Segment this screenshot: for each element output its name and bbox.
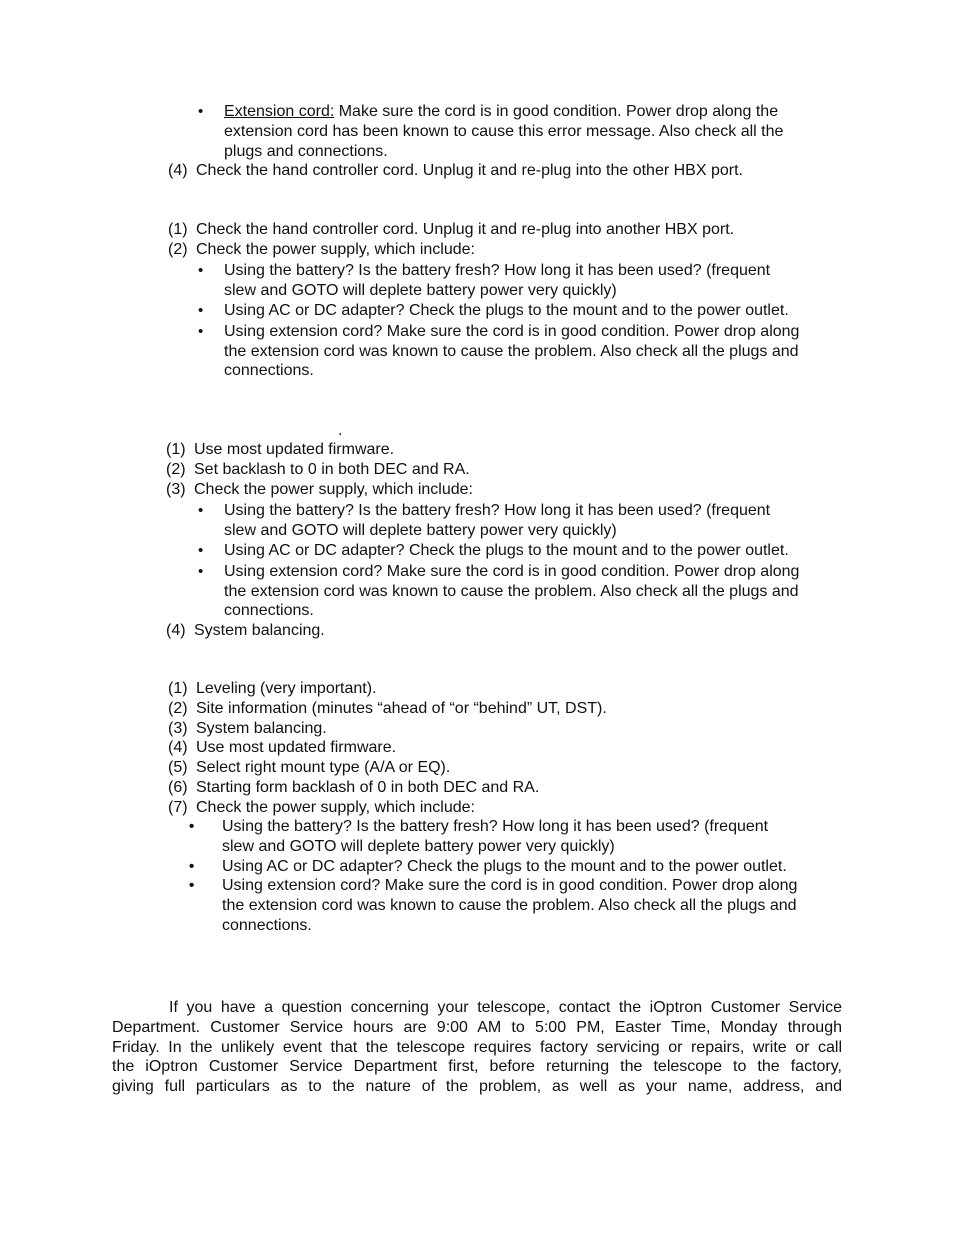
list-item-text: connections. bbox=[222, 917, 312, 934]
list-item-text: Select right mount type (A/A or EQ). bbox=[196, 759, 451, 776]
list-item-text: Using extension cord? Make sure the cord is in good condition. Power drop along bbox=[222, 877, 798, 894]
list-item-text: slew and GOTO will deplete battery power very quickly) bbox=[222, 838, 615, 855]
paragraph-line: Department. Customer Service hours are 9:00 AM to 5:00 PM, Easter Time, Monday through bbox=[112, 1018, 842, 1036]
stray-dot: . bbox=[338, 422, 343, 439]
list-item-text: Using AC or DC adapter? Check the plugs to the mount and to the power outlet. bbox=[224, 302, 789, 319]
list-number: (4) bbox=[166, 622, 186, 639]
list-bullet: • bbox=[198, 103, 204, 120]
list-number: (1) bbox=[168, 680, 188, 697]
paragraph-line: Friday. In the unlikely event that the telescope requires factory servicing or repairs, write or call bbox=[112, 1038, 842, 1056]
list-item-text: Leveling (very important). bbox=[196, 680, 377, 697]
list-item-text: Check the hand controller cord. Unplug it and re-plug into another HBX port. bbox=[196, 221, 735, 238]
list-bullet: • bbox=[198, 563, 204, 580]
paragraph-line: If you have a question concerning your telescope, contact the iOptron Customer Service bbox=[169, 999, 842, 1016]
paragraph-line: giving full particulars as to the nature of the problem, as well as your name, address, and bbox=[112, 1078, 842, 1096]
list-item-text: Check the power supply, which include: bbox=[194, 481, 473, 498]
list-number: (2) bbox=[168, 700, 188, 717]
list-number: (1) bbox=[166, 441, 186, 458]
list-item-text: Check the hand controller cord. Unplug it and re-plug into the other HBX port. bbox=[196, 162, 743, 179]
list-item-text: connections. bbox=[224, 362, 314, 379]
list-bullet: • bbox=[189, 818, 195, 835]
list-number: (7) bbox=[168, 799, 188, 816]
list-item-text: Using extension cord? Make sure the cord is in good condition. Power drop along bbox=[224, 323, 800, 340]
list-number: (2) bbox=[168, 241, 188, 258]
list-item-text: Using the battery? Is the battery fresh? How long it has been used? (frequent bbox=[222, 818, 769, 835]
list-number: (4) bbox=[168, 739, 188, 756]
list-item-text bbox=[224, 102, 778, 122]
paragraph-line: the iOptron Customer Service Department first, before returning the telescope to the factory, bbox=[112, 1058, 842, 1076]
list-bullet: • bbox=[198, 262, 204, 279]
list-bullet: • bbox=[198, 542, 204, 559]
list-number: (5) bbox=[168, 759, 188, 776]
list-bullet: • bbox=[198, 502, 204, 519]
list-bullet: • bbox=[198, 302, 204, 319]
extension-cord-label: Extension cord: bbox=[224, 103, 335, 120]
list-item-text: Using AC or DC adapter? Check the plugs to the mount and to the power outlet. bbox=[224, 542, 789, 559]
list-item-text: Using AC or DC adapter? Check the plugs to the mount and to the power outlet. bbox=[222, 858, 787, 875]
list-item-text: Starting form backlash of 0 in both DEC and RA. bbox=[196, 779, 540, 796]
list-number: (6) bbox=[168, 779, 188, 796]
list-bullet: • bbox=[198, 323, 204, 340]
list-item-text: slew and GOTO will deplete battery power very quickly) bbox=[224, 282, 617, 299]
list-number: (3) bbox=[168, 720, 188, 737]
list-item-text: Set backlash to 0 in both DEC and RA. bbox=[194, 461, 470, 478]
list-item-text: Using the battery? Is the battery fresh? How long it has been used? (frequent bbox=[224, 262, 771, 279]
list-item-text: the extension cord was known to cause the problem. Also check all the plugs and bbox=[224, 583, 799, 600]
list-number: (1) bbox=[168, 221, 188, 238]
list-item-text: Using extension cord? Make sure the cord is in good condition. Power drop along bbox=[224, 563, 800, 580]
list-item-text: Check the power supply, which include: bbox=[196, 241, 475, 258]
extension-cord-text: Make sure the cord is in good condition. Power drop along the bbox=[334, 103, 779, 120]
list-number: (2) bbox=[166, 461, 186, 478]
list-item-text: System balancing. bbox=[194, 622, 325, 639]
list-item-text: Check the power supply, which include: bbox=[196, 799, 475, 816]
list-bullet: • bbox=[189, 858, 195, 875]
list-item-text: the extension cord was known to cause the problem. Also check all the plugs and bbox=[222, 897, 797, 914]
customer-service-paragraph bbox=[112, 998, 842, 1097]
list-item-text: plugs and connections. bbox=[224, 143, 388, 160]
list-item-text: slew and GOTO will deplete battery power very quickly) bbox=[224, 522, 617, 539]
list-item-text: Use most updated firmware. bbox=[194, 441, 395, 458]
list-item-text: Use most updated firmware. bbox=[196, 739, 397, 756]
list-item-text: Site information (minutes “ahead of “or “behind” UT, DST). bbox=[196, 700, 607, 717]
list-number: (3) bbox=[166, 481, 186, 498]
list-item-text: Using the battery? Is the battery fresh? How long it has been used? (frequent bbox=[224, 502, 771, 519]
list-item-text: extension cord has been known to cause this error message. Also check all the bbox=[224, 123, 784, 140]
list-item-text: connections. bbox=[224, 602, 314, 619]
list-number: (4) bbox=[168, 162, 188, 179]
list-item-text: System balancing. bbox=[196, 720, 327, 737]
list-bullet: • bbox=[189, 877, 195, 894]
list-item-text: the extension cord was known to cause the problem. Also check all the plugs and bbox=[224, 343, 799, 360]
